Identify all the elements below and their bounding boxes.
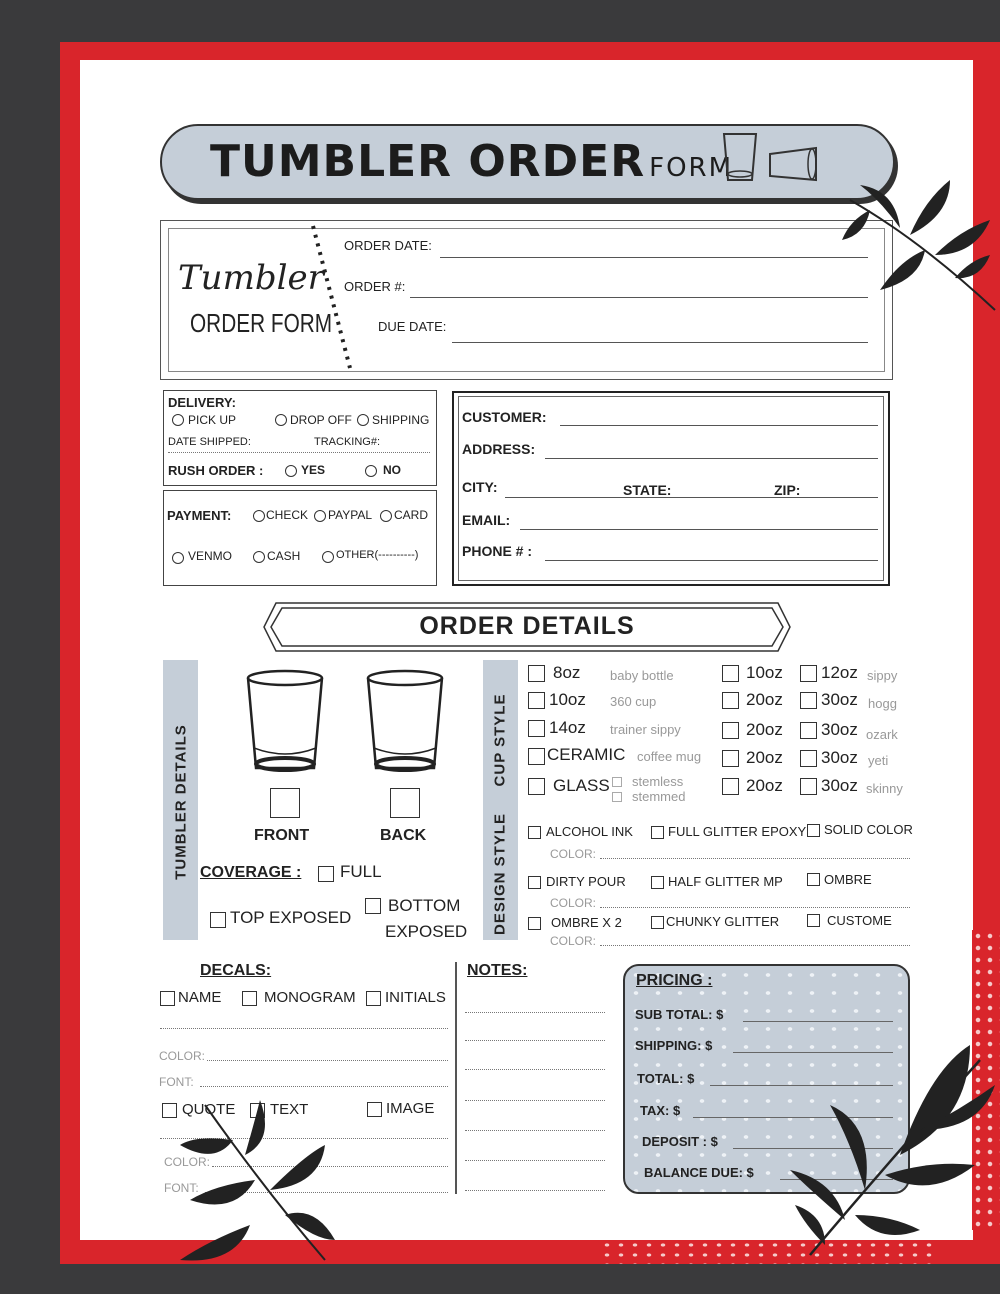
notes-line-1[interactable] <box>465 1012 605 1013</box>
cup-col2-5-checkbox[interactable] <box>722 778 739 795</box>
notes-heading: NOTES: <box>467 962 528 979</box>
title-text <box>210 136 733 187</box>
decal-text-field-1[interactable] <box>160 1028 448 1029</box>
dirty-pour-label: DIRTY POUR <box>546 874 626 889</box>
cup-10oz-desc: 360 cup <box>610 694 657 709</box>
cup-col2-1-size: 10oz <box>746 663 783 682</box>
cup-8oz-desc: baby bottle <box>610 668 674 683</box>
tax-label: TAX: $ <box>640 1103 681 1118</box>
check-label: CHECK <box>266 508 309 522</box>
rush-no-radio[interactable] <box>365 465 377 477</box>
cup-10oz-size: 10oz <box>549 690 586 709</box>
full-checkbox[interactable] <box>318 866 334 882</box>
card-radio[interactable] <box>380 510 392 522</box>
cup-30oz-ozark-desc: ozark <box>866 727 898 742</box>
due-date-label: DUE DATE: <box>378 319 447 334</box>
notes-line-7[interactable] <box>465 1190 605 1191</box>
zip-label: ZIP: <box>774 482 801 498</box>
email-field[interactable] <box>520 529 878 530</box>
cup-30oz-ozark-size: 30oz <box>821 720 858 739</box>
ticket-inner <box>168 228 885 372</box>
solid-color-checkbox[interactable] <box>807 824 820 837</box>
bottom-exposed-checkbox[interactable] <box>365 898 381 914</box>
leaf-branch-icon-top <box>840 160 1000 320</box>
cup-12oz-size: 12oz <box>821 663 858 682</box>
dropoff-radio[interactable] <box>275 414 287 426</box>
design-color-field-3[interactable] <box>600 945 910 946</box>
chunky-glitter-label: CHUNKY GLITTER <box>666 914 780 929</box>
decals-heading: DECALS: <box>200 962 272 979</box>
initials-label: INITIALS <box>385 989 446 1006</box>
dropoff-label: DROP OFF <box>290 413 352 427</box>
city-state-zip-field[interactable] <box>505 497 878 498</box>
full-glitter-epoxy-label: FULL GLITTER EPOXY <box>668 824 807 839</box>
cup-30oz-yeti-checkbox[interactable] <box>800 750 817 767</box>
pricing-heading: PRICING : <box>636 972 713 989</box>
monogram-label: MONOGRAM <box>264 989 356 1006</box>
shipping-info-field[interactable] <box>168 452 430 453</box>
cup-30oz-hogg-size: 30oz <box>821 690 858 709</box>
address-label: ADDRESS: <box>462 441 536 457</box>
cup-14oz-checkbox[interactable] <box>528 720 545 737</box>
cup-30oz-yeti-desc: yeti <box>868 753 889 768</box>
delivery-heading: DELIVERY: <box>168 395 236 410</box>
stemmed-label: stemmed <box>632 789 686 804</box>
coverage-label: COVERAGE : <box>200 864 302 881</box>
cup-8oz-size: 8oz <box>553 663 581 682</box>
email-label: EMAIL: <box>462 512 511 528</box>
customer-label: CUSTOMER: <box>462 409 547 425</box>
design-color-label-3: COLOR: <box>550 934 597 948</box>
card-label: CARD <box>394 508 429 522</box>
state-label: STATE: <box>623 482 672 498</box>
initials-checkbox[interactable] <box>366 991 381 1006</box>
dirty-pour-checkbox[interactable] <box>528 876 541 889</box>
ombre-label: OMBRE <box>824 872 872 887</box>
subtotal-field[interactable] <box>743 1021 893 1022</box>
rush-order-label: RUSH ORDER : <box>168 463 264 478</box>
cup-30oz-ozark-checkbox[interactable] <box>800 722 817 739</box>
decal-font-label-1: FONT: <box>159 1075 194 1089</box>
top-exposed-checkbox[interactable] <box>210 912 226 928</box>
shipping-radio[interactable] <box>357 414 369 426</box>
chunky-glitter-checkbox[interactable] <box>651 916 664 929</box>
cup-8oz-checkbox[interactable] <box>528 665 545 682</box>
order-date-field[interactable] <box>440 257 868 258</box>
design-color-field-1[interactable] <box>600 858 910 859</box>
quote-label: QUOTE <box>182 1101 236 1118</box>
subtotal-label: SUB TOTAL: $ <box>635 1007 724 1022</box>
custome-label: CUSTOME <box>827 913 892 928</box>
image-label: IMAGE <box>386 1100 435 1117</box>
decal-font-field-1[interactable] <box>200 1086 448 1087</box>
cup-14oz-desc: trainer sippy <box>610 722 681 737</box>
cup-col2-3-size: 20oz <box>746 720 783 739</box>
paypal-radio[interactable] <box>314 510 326 522</box>
name-label: NAME <box>178 989 222 1006</box>
rush-no-label: NO <box>383 463 401 477</box>
half-glitter-checkbox[interactable] <box>651 876 664 889</box>
cup-ceramic-checkbox[interactable] <box>528 748 545 765</box>
rush-yes-radio[interactable] <box>285 465 297 477</box>
notes-line-2[interactable] <box>465 1040 605 1041</box>
shipping-label: SHIPPING <box>372 413 430 427</box>
decal-color-label-2: COLOR: <box>164 1155 211 1169</box>
full-label: FULL <box>340 862 382 881</box>
notes-line-4[interactable] <box>465 1100 605 1101</box>
cup-10oz-checkbox[interactable] <box>528 692 545 709</box>
tumbler-glasses <box>240 668 450 778</box>
other-radio[interactable] <box>322 551 334 563</box>
balance-due-label: BALANCE DUE: $ <box>644 1165 754 1180</box>
check-radio[interactable] <box>253 510 265 522</box>
cup-col2-2-checkbox[interactable] <box>722 692 739 709</box>
design-color-label-2: COLOR: <box>550 896 597 910</box>
cup-30oz-skinny-size: 30oz <box>821 776 858 795</box>
payment-box <box>163 490 437 586</box>
design-color-label-1: COLOR: <box>550 847 597 861</box>
design-style-label: DESIGN STYLE <box>491 812 509 936</box>
stemless-checkbox[interactable] <box>612 777 622 787</box>
cup-glass-size: GLASS <box>553 776 610 795</box>
venmo-radio[interactable] <box>172 552 184 564</box>
cup-col2-4-checkbox[interactable] <box>722 750 739 767</box>
cup-col2-1-checkbox[interactable] <box>722 665 739 682</box>
cup-col2-5-size: 20oz <box>746 776 783 795</box>
phone-label: PHONE # : <box>462 543 533 559</box>
cup-col2-2-size: 20oz <box>746 690 783 709</box>
rush-yes-label: YES <box>301 463 326 477</box>
pickup-radio[interactable] <box>172 414 184 426</box>
city-label: CITY: <box>462 479 498 495</box>
exposed-label: EXPOSED <box>385 922 468 941</box>
alcohol-ink-label: ALCOHOL INK <box>546 824 633 839</box>
date-shipped-label: DATE SHIPPED: <box>168 436 251 448</box>
paypal-label: PAYPAL <box>328 508 373 522</box>
front-glass-icon <box>248 671 322 770</box>
pickup-label: PICK UP <box>188 413 237 427</box>
notes-line-3[interactable] <box>465 1069 605 1070</box>
back-checkbox[interactable] <box>390 788 420 818</box>
name-checkbox[interactable] <box>160 991 175 1006</box>
cup-style-label: CUP STYLE <box>491 693 509 787</box>
text-label: TEXT <box>270 1101 309 1118</box>
back-glass-icon <box>368 671 442 770</box>
cup-ceramic-size: CERAMIC <box>547 745 626 764</box>
cup-12oz-checkbox[interactable] <box>800 665 817 682</box>
deposit-label: DEPOSIT : $ <box>642 1134 718 1149</box>
ombre-x2-checkbox[interactable] <box>528 917 541 930</box>
full-glitter-epoxy-checkbox[interactable] <box>651 826 664 839</box>
cup-12oz-desc: sippy <box>867 668 898 683</box>
cup-30oz-skinny-desc: skinny <box>866 781 903 796</box>
cup-ceramic-desc: coffee mug <box>637 749 702 764</box>
cash-label: CASH <box>267 549 301 563</box>
front-label: FRONT <box>254 827 310 844</box>
ticket-script-title: Tumbler <box>178 258 324 298</box>
cup-14oz-size: 14oz <box>549 718 586 737</box>
tumbler-details-label: TUMBLER DETAILS <box>172 724 190 880</box>
custome-checkbox[interactable] <box>807 914 820 927</box>
cup-glass-checkbox[interactable] <box>528 778 545 795</box>
decal-font-label-2: FONT: <box>164 1181 199 1195</box>
leaf-branch-icon-bottom-right <box>780 1030 1000 1260</box>
notes-line-5[interactable] <box>465 1130 605 1131</box>
tracking-label: TRACKING#: <box>314 436 381 448</box>
back-label: BACK <box>380 827 427 844</box>
order-date-label: ORDER DATE: <box>344 238 432 253</box>
half-glitter-label: HALF GLITTER MP <box>668 874 783 889</box>
payment-heading: PAYMENT: <box>167 508 232 523</box>
image-checkbox[interactable] <box>367 1102 382 1117</box>
title-suffix: FORM <box>649 153 734 183</box>
order-number-label: ORDER #: <box>344 279 406 294</box>
total-label: TOTAL: $ <box>637 1071 695 1086</box>
stemless-label: stemless <box>632 774 684 789</box>
other-label: OTHER(----------) <box>336 549 419 561</box>
cup-30oz-skinny-checkbox[interactable] <box>800 778 817 795</box>
monogram-checkbox[interactable] <box>242 991 257 1006</box>
bottom-label: BOTTOM <box>388 896 461 915</box>
title-main: TUMBLER ORDER <box>210 136 646 187</box>
decal-color-field-1[interactable] <box>207 1060 448 1061</box>
cash-radio[interactable] <box>253 551 265 563</box>
order-details-heading: ORDER DETAILS <box>419 612 635 640</box>
front-checkbox[interactable] <box>270 788 300 818</box>
cup-30oz-yeti-size: 30oz <box>821 748 858 767</box>
leaf-branch-icon-bottom-left <box>175 1100 345 1265</box>
order-number-field[interactable] <box>410 297 868 298</box>
shipping-cost-label: SHIPPING: $ <box>635 1038 713 1053</box>
phone-field[interactable] <box>545 560 878 561</box>
solid-color-label: SOLID COLOR <box>824 822 913 837</box>
customer-field[interactable] <box>560 425 878 426</box>
cup-col2-4-size: 20oz <box>746 748 783 767</box>
ombre-checkbox[interactable] <box>807 873 820 886</box>
stemmed-checkbox[interactable] <box>612 792 622 802</box>
cup-30oz-hogg-desc: hogg <box>868 696 897 711</box>
due-date-field[interactable] <box>452 342 868 343</box>
notes-line-6[interactable] <box>465 1160 605 1161</box>
ticket-subtitle: ORDER FORM <box>190 308 333 338</box>
design-color-field-2[interactable] <box>600 907 910 908</box>
alcohol-ink-checkbox[interactable] <box>528 826 541 839</box>
decal-color-label-1: COLOR: <box>159 1049 206 1063</box>
cup-30oz-hogg-checkbox[interactable] <box>800 692 817 709</box>
section-divider <box>455 962 457 1194</box>
venmo-label: VENMO <box>188 549 233 563</box>
address-field[interactable] <box>545 458 878 459</box>
ombre-x2-label: OMBRE X 2 <box>551 915 622 930</box>
top-exposed-label: TOP EXPOSED <box>230 908 352 927</box>
cup-col2-3-checkbox[interactable] <box>722 722 739 739</box>
glass-icons <box>720 130 830 190</box>
